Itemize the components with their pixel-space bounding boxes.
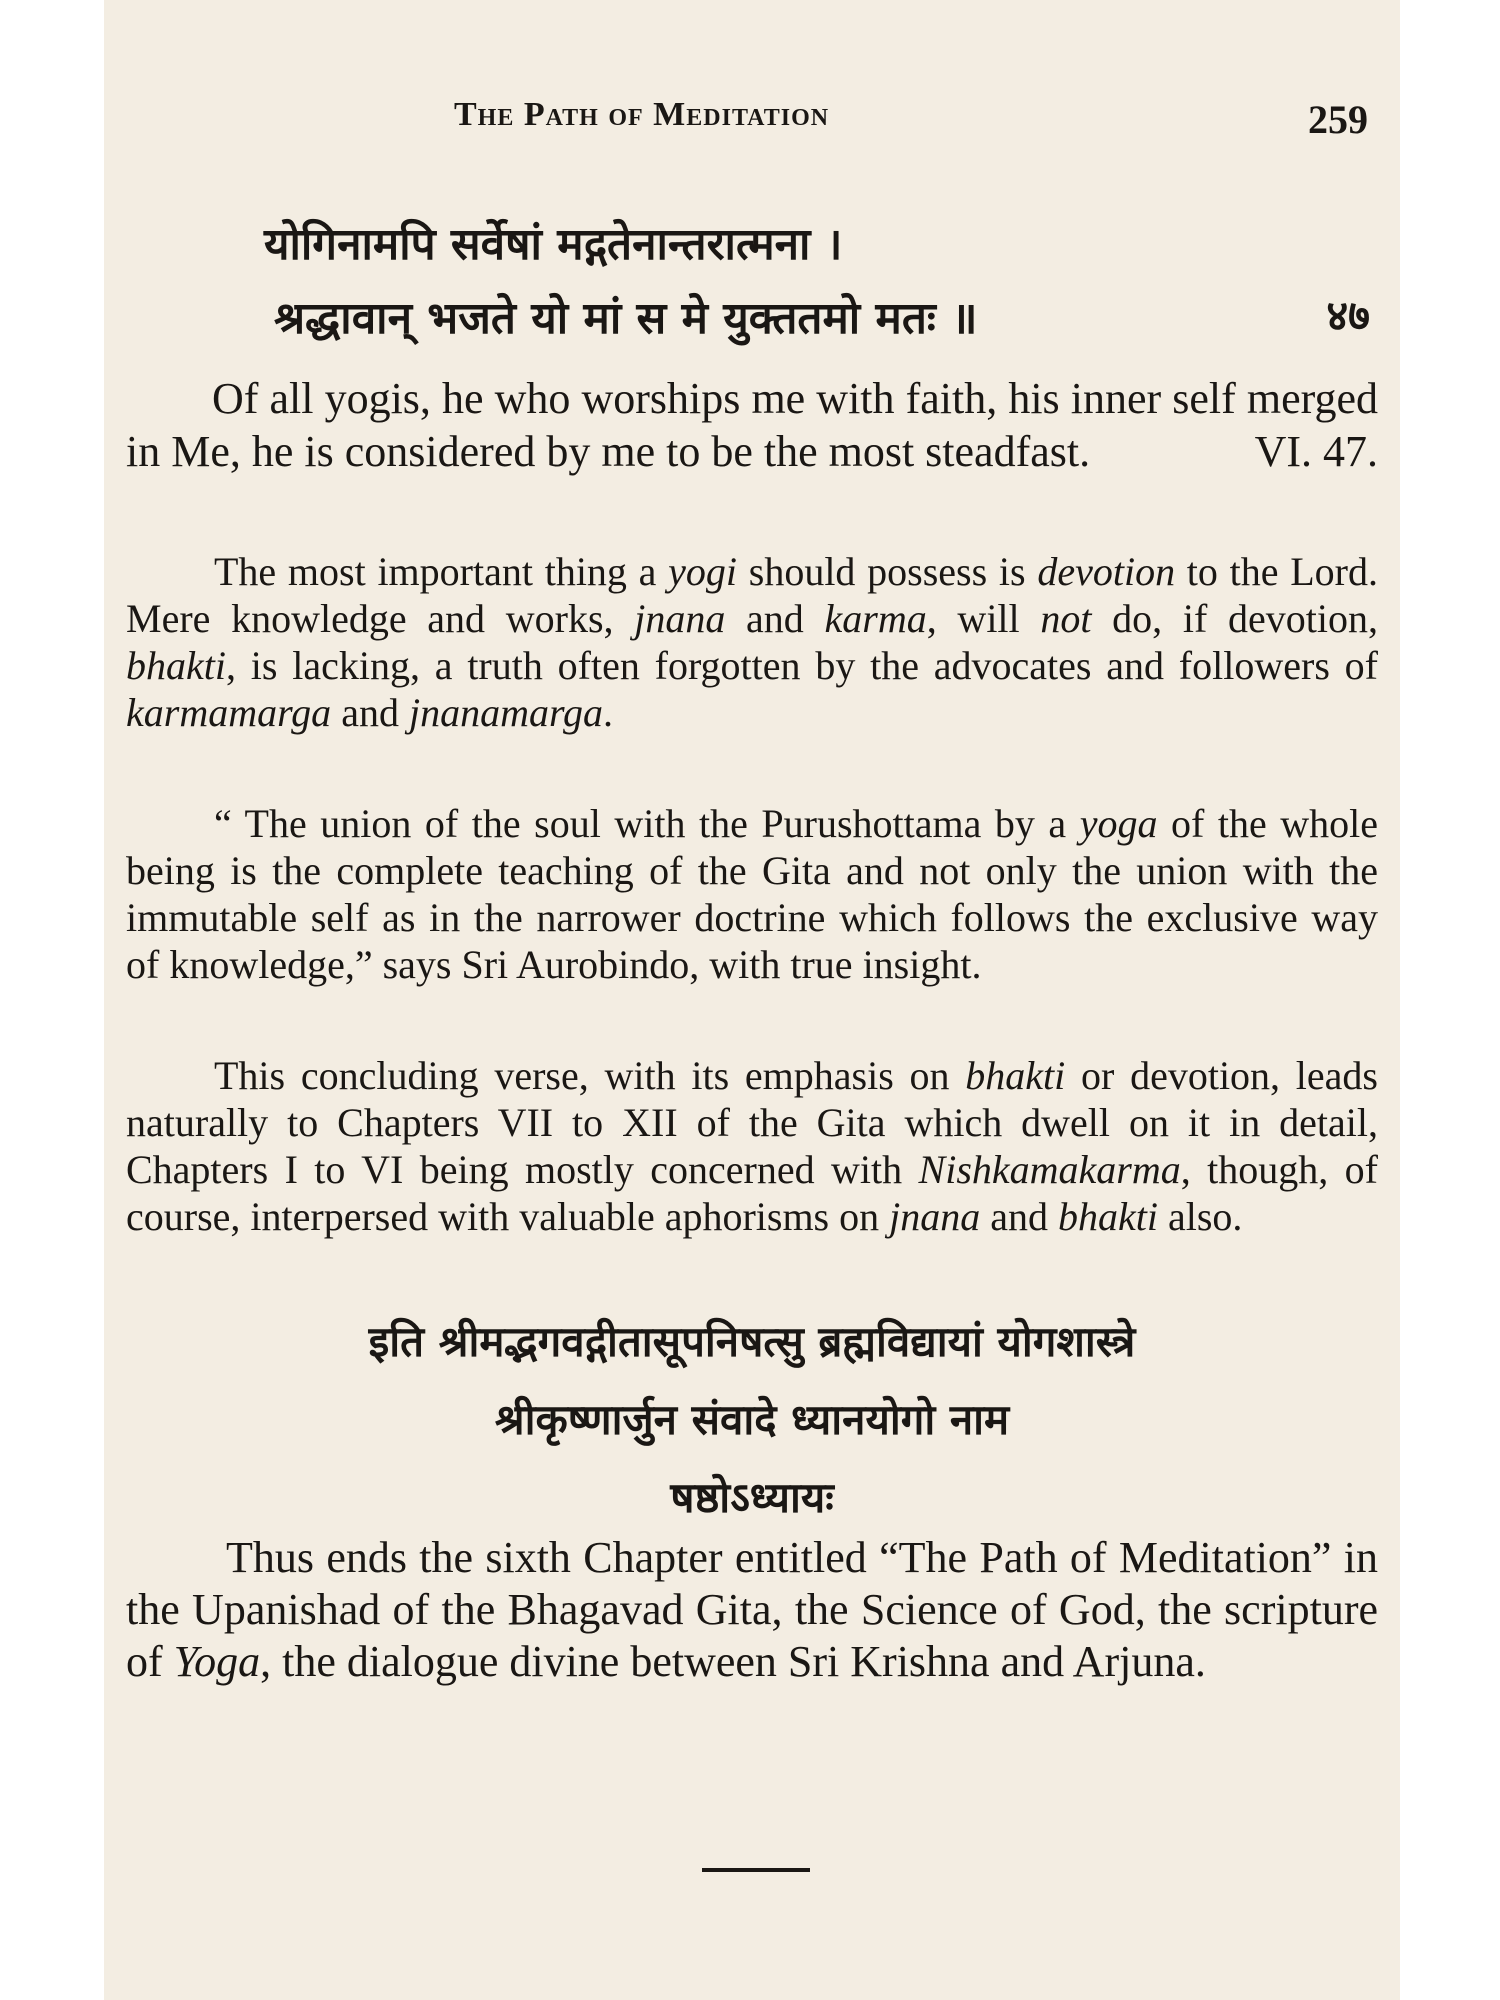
verse-reference: VI. 47.	[1254, 427, 1378, 476]
commentary-paragraph-1	[126, 548, 1378, 736]
text-run: and	[980, 1194, 1059, 1239]
text-run: and	[331, 690, 409, 735]
text-run: , is lacking, a truth often forgotten by the advocates and followers of	[225, 643, 1378, 688]
commentary-paragraph-3	[126, 1052, 1378, 1240]
term-jnana: jnana	[634, 596, 726, 641]
term-yogi: yogi	[668, 549, 738, 594]
term-devotion: devotion	[1037, 549, 1176, 594]
colophon-line-3: षष्ठोऽध्यायः	[670, 1473, 834, 1522]
end-rule	[702, 1868, 810, 1872]
text-run: .	[603, 690, 614, 735]
text-run: Thus ends the sixth Chapter entitled “The Path of Meditation” in the Upanishad of the Bhagavad Gita, the Science of God, the scripture of	[126, 1533, 1378, 1686]
term-bhakti: bhakti	[126, 643, 226, 688]
text-run: to the Lord. Mere knowledge and works,	[126, 549, 1378, 641]
term-karmamarga: karmamarga	[126, 690, 332, 735]
term-jnanamarga: jnanamarga	[408, 690, 604, 735]
commentary-paragraph-2	[126, 800, 1378, 988]
text-run: and	[725, 596, 825, 641]
term-jnana: jnana	[889, 1194, 981, 1239]
sanskrit-verse-line-1: योगिनामपि सर्वेषां मद्गतेनान्तरात्मना ।	[264, 219, 843, 270]
text-run: This concluding verse, with its emphasis on	[214, 1053, 966, 1098]
verse-number: ४७	[1326, 291, 1370, 340]
term-yoga: yoga	[1079, 801, 1158, 846]
text-run: , the dialogue divine between Sri Krishna and Arjuna.	[260, 1637, 1206, 1686]
text-run: The most important thing a	[214, 549, 669, 594]
term-nishkamakarma: Nishkamakarma	[918, 1147, 1181, 1192]
term-bhakti: bhakti	[965, 1053, 1066, 1098]
emphasis-not: not	[1040, 596, 1092, 641]
colophon-line-2: श्रीकृष्णार्जुन संवादे ध्यानयोगो नाम	[494, 1395, 1010, 1444]
text-run: or devotion, leads naturally to Chapters VII to XII of the Gita which dwell on it in detail, Chapters I to VI being mostly concerned with	[126, 1053, 1378, 1192]
verse-translation	[126, 372, 1378, 478]
colophon-line-1: इति श्रीमद्भगवद्गीतासूपनिषत्सु ब्रह्मविद्यायां योगशास्त्रे	[368, 1317, 1136, 1366]
translation-text: Of all yogis, he who worships me with faith, his inner self merged in Me, he is considered by me to be the most steadfast.	[126, 374, 1378, 476]
text-run: “ The union of the soul with the Purushottama by a	[214, 801, 1080, 846]
running-title: The Path of Meditation	[454, 96, 830, 133]
text-run: also.	[1158, 1194, 1243, 1239]
term-bhakti: bhakti	[1058, 1194, 1158, 1239]
term-karma: karma	[824, 596, 927, 641]
text-run: should possess is	[737, 549, 1038, 594]
term-yoga: Yoga	[173, 1637, 261, 1686]
book-page	[104, 0, 1400, 2000]
text-run: of the whole being is the complete teaching of the Gita and not only the union with the immutable self as in the narrower doctrine which follows the exclusive way of knowledge,” says Sri Aurobindo, with true insight.	[126, 801, 1378, 987]
text-run: , will	[926, 596, 1041, 641]
page-number: 259	[1308, 97, 1368, 142]
text-run: do, if devotion,	[1091, 596, 1378, 641]
text-run: , though, of course, interpersed with valuable aphorisms on	[126, 1147, 1379, 1239]
sanskrit-verse-line-2: श्रद्धावान् भजते यो मां स मे युक्ततमो मतः ॥	[274, 293, 978, 344]
page-header	[104, 96, 1400, 146]
closing-paragraph	[126, 1532, 1378, 1688]
